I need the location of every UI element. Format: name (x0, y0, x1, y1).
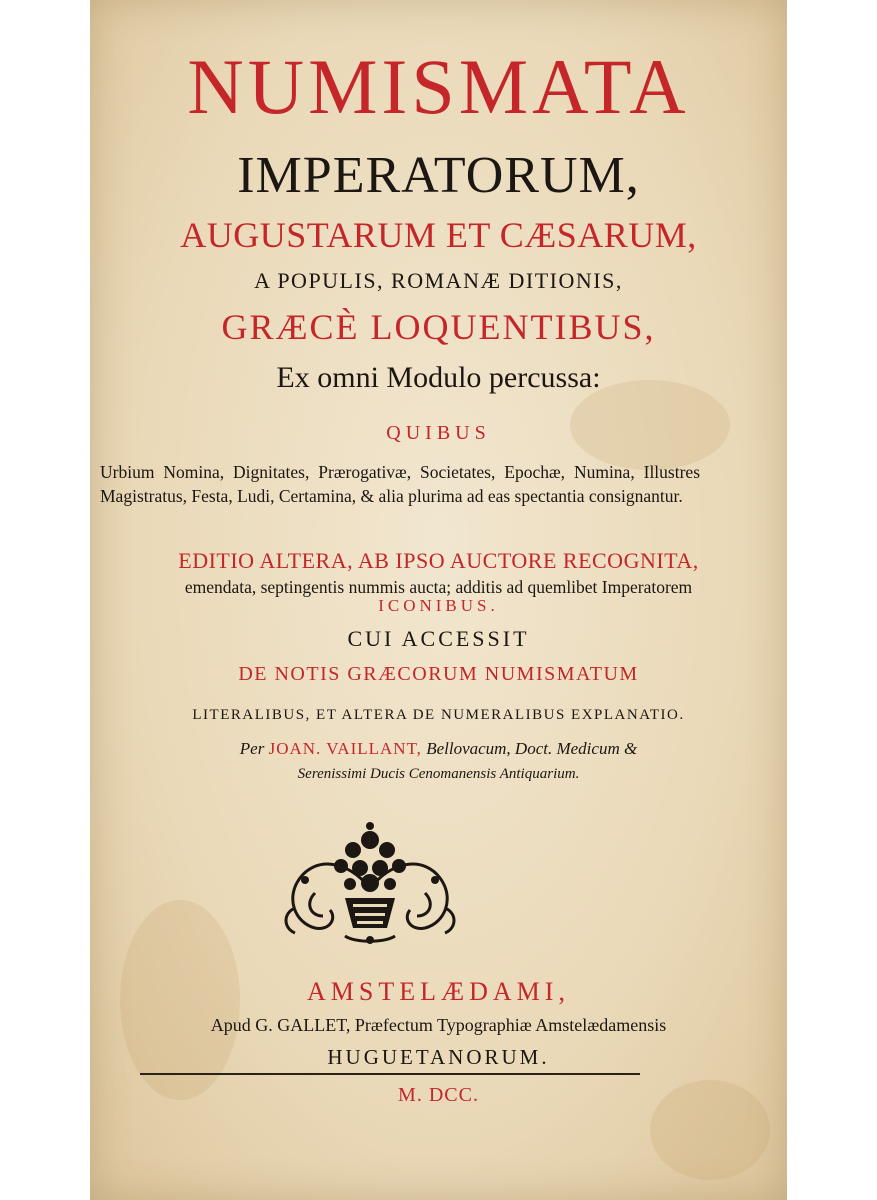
author-name: JOAN. VAILLANT, (268, 739, 422, 758)
edition-detail: emendata, septingentis nummis aucta; additis ad quemlibet Imperatorem (184, 577, 693, 597)
author-title-line: Serenissimi Ducis Cenomanensis Antiquarium. (297, 766, 580, 782)
title-line-quibus: QUIBUS (386, 422, 491, 444)
iconibus-line: ICONIBUS. (378, 596, 499, 615)
title-page (90, 0, 787, 1200)
title-line-augustarum: AUGUSTARUM ET CÆSARUM, (180, 215, 697, 255)
title-line-populis: A POPULIS, ROMANÆ DITIONIS, (254, 268, 623, 293)
imprint-year: M. DCC. (398, 1084, 479, 1106)
description-paragraph: Urbium Nomina, Dignitates, Prærogativæ, Societates, Epochæ, Numina, Illustres Magistratus, Festa, Ludi, Certamina, & alia plurima ad eas spectantia consignantur. (100, 462, 700, 506)
author-prefix: Per (239, 739, 265, 758)
title-line-modulo: Ex omni Modulo percussa: (276, 361, 601, 394)
imprint-publisher: Apud G. GALLET, Præfectum Typographiæ Amstelædamensis (210, 1015, 667, 1035)
title-line-graece: GRÆCÈ LOQUENTIBUS, (221, 307, 656, 347)
author-suffix: Bellovacum, Doct. Medicum & (426, 739, 638, 758)
book-title: NUMISMATA (187, 43, 690, 130)
imprint-publisher-line2: HUGUETANORUM. (327, 1045, 550, 1069)
cui-accessit-line: CUI ACCESSIT (347, 626, 530, 651)
floral-basket-printers-ornament-icon (275, 818, 465, 948)
title-line-imperatorum: IMPERATORUM, (237, 147, 640, 204)
edition-statement: EDITIO ALTERA, AB IPSO AUCTORE RECOGNITA, (178, 548, 699, 573)
de-notis-line: DE NOTIS GRÆCORUM NUMISMATUM (238, 663, 639, 685)
author-line (90, 738, 787, 760)
imprint-place: AMSTELÆDAMI, (307, 977, 570, 1006)
imprint-rule (140, 1073, 640, 1075)
literalibus-line: LITERALIBUS, ET ALTERA DE NUMERALIBUS EXPLANATIO. (192, 707, 685, 723)
